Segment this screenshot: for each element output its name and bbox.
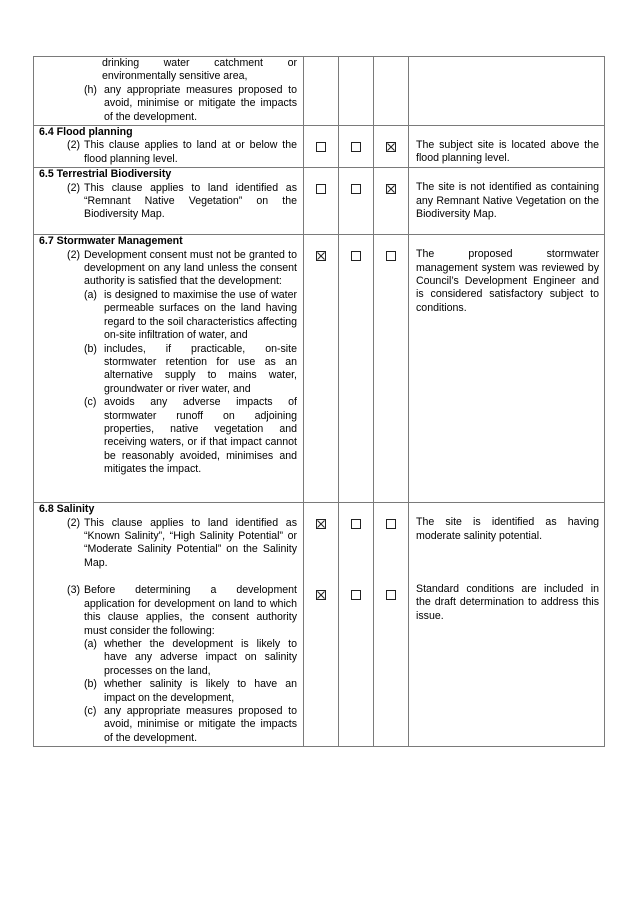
checkbox-cell	[304, 503, 339, 747]
checkbox-cell	[339, 235, 374, 503]
item-label: (a)	[84, 637, 97, 650]
comment-text: The site is not identified as containing any Remnant Native Vegetation on the Biodiversity Map.	[416, 181, 599, 221]
comment-cell	[409, 503, 605, 747]
item-label: (3)	[67, 584, 80, 597]
checkbox-cell	[304, 168, 339, 235]
comment-cell	[409, 126, 605, 168]
clause-cell	[34, 126, 304, 168]
checkbox-cell	[374, 235, 409, 503]
comment-text: The subject site is located above the flood planning level.	[416, 139, 599, 165]
clause-cell	[34, 503, 304, 747]
item-text: This clause applies to land at or below the flood planning level.	[84, 139, 297, 165]
comment-cell	[409, 235, 605, 503]
comment-text: The proposed stormwater management system was reviewed by Council’s Development Engineer and is considered satisfactory subject to conditions.	[416, 248, 599, 314]
checkbox[interactable]	[351, 184, 361, 194]
table-row	[34, 57, 605, 126]
item-text: avoids any adverse impacts of stormwater runoff on adjoining properties, native vegetation and receiving waters, or if that impact cannot be reasonably avoided, minimises and mitigates the impact.	[104, 396, 297, 476]
item-text: includes, if practicable, on-site stormwater retention for use as an alternative supply to mains water, groundwater or river water, and	[104, 342, 297, 395]
comment-cell	[409, 57, 605, 126]
checkbox-cell	[374, 126, 409, 168]
clause-heading: 6.5 Terrestrial Biodiversity	[39, 168, 172, 181]
item-label: (b)	[84, 678, 97, 691]
item-text: any appropriate measures proposed to avoid, minimise or mitigate the impacts of the development.	[104, 704, 297, 744]
clause-heading: 6.7 Stormwater Management	[39, 235, 183, 248]
x-mark-icon	[387, 143, 395, 151]
table-row	[34, 235, 605, 503]
checkbox[interactable]	[351, 251, 361, 261]
clause-cell	[34, 168, 304, 235]
item-label: (h)	[84, 83, 97, 96]
checked-checkbox[interactable]	[386, 142, 396, 152]
table-row	[34, 503, 605, 747]
checkbox-cell	[339, 168, 374, 235]
x-mark-icon	[387, 185, 395, 193]
item-label: (c)	[84, 704, 97, 717]
checkbox[interactable]	[351, 590, 361, 600]
comment-cell	[409, 168, 605, 235]
comment-text: The site is identified as having moderate salinity potential.	[416, 516, 599, 542]
checkbox-cell	[339, 503, 374, 747]
table-row	[34, 126, 605, 168]
checkbox-cell	[304, 126, 339, 168]
checkbox-cell	[374, 168, 409, 235]
clause-text: drinking water catchment or environmentally sensitive area,	[102, 57, 297, 83]
checkbox[interactable]	[316, 184, 326, 194]
item-text: is designed to maximise the use of water permeable surfaces on the land having regard to the soil characteristics affecting on-site infiltration of water, and	[104, 288, 297, 342]
checked-checkbox[interactable]	[316, 251, 326, 261]
item-text: whether salinity is likely to have an impact on the development,	[104, 678, 297, 704]
checkbox[interactable]	[386, 251, 396, 261]
clause-cell	[34, 235, 304, 503]
checkbox[interactable]	[386, 590, 396, 600]
item-text: Before determining a development application for development on land to which this clause applies, the consent authority must consider the following:	[84, 584, 297, 637]
checked-checkbox[interactable]	[316, 590, 326, 600]
item-text: Development consent must not be granted to development on any land unless the consent authority is satisfied that the development:	[84, 248, 297, 288]
item-label: (c)	[84, 396, 97, 409]
checkbox[interactable]	[351, 142, 361, 152]
item-label: (2)	[67, 181, 80, 194]
comment-text: Standard conditions are included in the draft determination to address this issue.	[416, 583, 599, 622]
x-mark-icon	[317, 252, 325, 260]
checkbox[interactable]	[386, 519, 396, 529]
checkbox-cell	[339, 126, 374, 168]
clause-heading: 6.8 Salinity	[39, 503, 95, 516]
item-text: This clause applies to land identified as “Remnant Native Vegetation” on the Biodiversity Map.	[84, 181, 297, 221]
clause-heading: 6.4 Flood planning	[39, 126, 133, 139]
item-label: (a)	[84, 288, 97, 301]
item-label: (b)	[84, 342, 97, 355]
checkbox[interactable]	[316, 142, 326, 152]
checkbox-cell	[374, 503, 409, 747]
item-label: (2)	[67, 516, 80, 529]
x-mark-icon	[317, 520, 325, 528]
checkbox-cell	[304, 57, 339, 126]
checkbox-cell	[304, 235, 339, 503]
checked-checkbox[interactable]	[386, 184, 396, 194]
checkbox[interactable]	[351, 519, 361, 529]
item-label: (2)	[67, 248, 80, 261]
checkbox-cell	[339, 57, 374, 126]
checkbox-cell	[374, 57, 409, 126]
clause-cell	[34, 57, 304, 126]
item-label: (2)	[67, 139, 80, 152]
compliance-table	[33, 56, 605, 747]
checked-checkbox[interactable]	[316, 519, 326, 529]
x-mark-icon	[317, 591, 325, 599]
item-text: This clause applies to land identified as “Known Salinity”, “High Salinity Potential” or “Moderate Salinity Potential” on the Salinity Map.	[84, 516, 297, 569]
item-text: any appropriate measures proposed to avoid, minimise or mitigate the impacts of the development.	[104, 83, 297, 123]
table-row	[34, 168, 605, 235]
item-text: whether the development is likely to have any adverse impact on salinity processes on the land,	[104, 637, 297, 677]
